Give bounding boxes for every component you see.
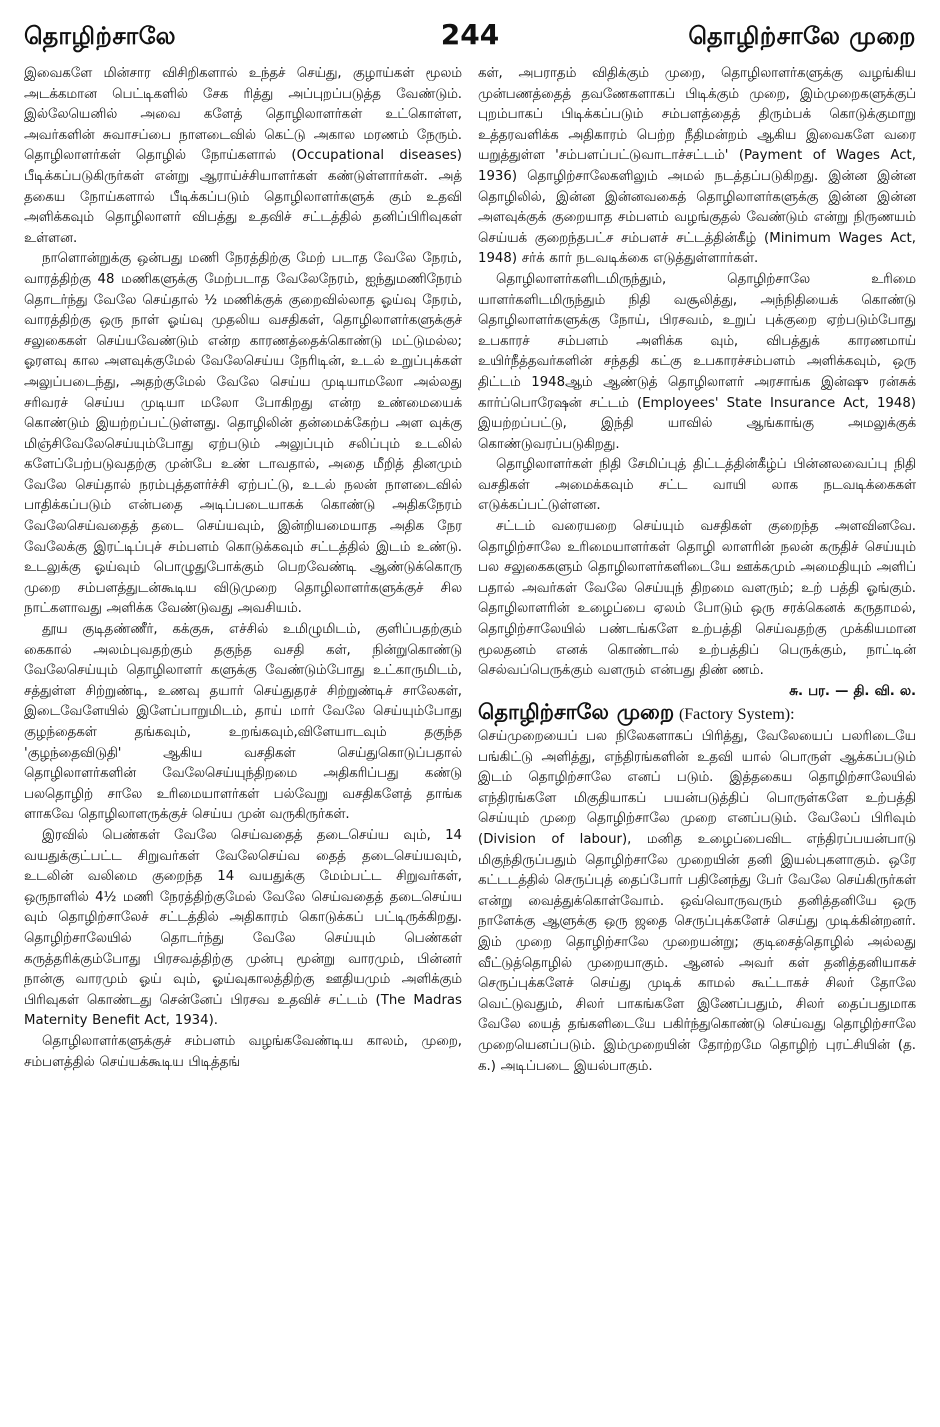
paragraph: கள், அபராதம் விதிக்கும் முறை, தொழிலாளர்களுக்கு வழங்கிய முன்பணத்தைத் தவணேகளாகப் பிடிக்கும் முறை, இம்முறைகளுக்குப் புறம்பாகப் பிடிக்கப்படும் சம்பளத்தைத் திரும்பக் கொடுக்குமாறு உத்தரவளிக்க அதிகாரம் பெற்ற நீதிமன்றம் ஆகிய இவைகளே வரை யறுத்துள்ள 'சம்பளப்பட்டுவாடாச்சட்டம்' (Payment of Wages Act, 1936) தொழிற்சாலேகளிலும் அமல் நடத்தப்படுகிறது. இன்ன இன்ன தொழிலில், இன்ன இன்னவகைத் தொழிலாளர்களுக்கு இன்ன இன்ன அளவுக்குக் குறையாத சம்பளம் வழங்குதல் வேண்டும் என்று நிருணயம் செய்யக் குறைந்தபட்ச சம்பளச் சட்டத்தின்கீழ் (Minimum Wages Act, 1948) சர்க் கார் நடவடிக்கை எடுத்துள்ளார்கள். <box>478 66 916 267</box>
entry-title-english: (Factory System): <box>678 706 795 724</box>
paragraph: சட்டம் வரையறை செய்யும் வசதிகள் குறைந்த அளவினவே. தொழிற்சாலே உரிமையாளர்கள் தொழி லாளரின் நலன் கருதிச் செய்யும் பல சலுகைகளும் தொழிலாளர்களிடையே ஊக்கமும் அமைதியும் அளிப் பதால் அவர்கள் வேலே செய்யுந் திறமை வளரும்; உற் பத்தி ஓங்கும். தொழிலாளரின் உழைப்பை ஏலம் போடும் ஒரு சரக்கெனக் கருதாமல், தொழிற்சாலேயில் பண்டங்களே உற்பத்தி செய்வதற்கு முக்கியமான மூலதனம் எனக் கொண்டால் உற்பத்திப் பெருக்கும், நாட்டின் செல்வப்பெருக்கும் வளரும் என்பது திண் ணம். <box>478 519 916 679</box>
entry-title: தொழிற்சாலே முறை <box>478 700 675 725</box>
paragraph: தொழிலாளர்களுக்குச் சம்பளம் வழங்கவேண்டிய காலம், முறை, சம்பளத்தில் செய்யக்கூடிய பிடித்தங் <box>24 1033 462 1070</box>
paragraph: தூய குடிதண்ணீர், கக்குசு, எச்சில் உமிழுமிடம், குளிப்பதற்கும் கைகால் அலம்புவதற்கும் தகுந்த வசதி கள், நின்றுகொண்டு வேலேசெய்யும் தொழிலாளர் களுக்கு வேண்டும்போது உட்காருமிடம், சத்துள்ள சிற்றுண்டி, உணவு தயார் செய்துதரச் சிற்றுண்டிச் சாலேகள், இடைவேளேயில் இளேப்பாறுமிடம், தாய் மார் வேலே செய்யும்போது குழந்தைகள் தங்கவும், உறங்கவும்,விளேயாடவும் தகுந்த 'குழந்தைவிடுதி' ஆகிய வசதிகள் செய்துகொடுப்பதால் தொழிலாளர்களின் வேலேசெய்யுந்திறமை அதிகரிப்பது கண்டு பலதொழிற் சாலே உரிமையாளர்கள் பல்வேறு வசதிகளேத் தாங்க ளாகவே தொழிலாளருக்குச் செய்ய முன் வருகிருர்கள். <box>24 622 462 823</box>
page-header <box>0 14 940 60</box>
paragraph: இவைகளே மின்சார விசிறிகளால் உந்தச் செய்து, குழாய்கள் மூலம் அடக்கமான பெட்டிகளில் சேக ரித்து அப்புறப்படுத்த வேண்டும். இல்லேயெனில் அவை களேத் தொழிலாளர்கள் உட்கொள்ள, அவர்களின் சுவாசப்பை நாளடைவில் கெட்டு அகால மரணம் நேரும். தொழிலாளர்கள் தொழில் நோய்களால் (Occupational diseases) பீடிக்கப்படுகிருர்கள் என்று ஆராய்ச்சியாளர்கள் கண்டுள்ளார்கள். அத் தகைய நோய்களால் பீடிக்கப்படும் தொழிலாளர்களுக் கும் உதவி அளிக்கவும் தொழிலாளர் விபத்து உதவிச் சட்டத்தில் தனிப்பிரிவுகள் உள்ளன. <box>24 66 462 246</box>
paragraph: தொழிலாளர்களிடமிருந்தும், தொழிற்சாலே உரிமை யாளர்களிடமிருந்தும் நிதி வசூலித்து, அந்நிதியைக் கொண்டு தொழிலாளர்களுக்கு நோய், பிரசவம், உறுப் புக்குறை ஏற்படும்போது உபகாரச் சம்பளம் அளிக்க வும், விபத்துக் காரணமாய் உயிர்நீத்தவர்களின் சந்ததி கட்கு உபகாரச்சம்பளம் அளிக்கவும், ஒரு திட்டம் 1948ஆம் ஆண்டுத் தொழிலாளர் அரசாங்க இன்ஷு ரன்சுக் கார்ப்பொரேஷன் சட்டம் (Employees' State Insurance Act, 1948) இயற்றப்பட்டு, இந்தி யாவில் ஆங்காங்கு அமலுக்குக் கொண்டுவரப்படுகிறது. <box>478 271 916 452</box>
paragraph: இரவில் பெண்கள் வேலே செய்வதைத் தடைசெய்ய வும், 14 வயதுக்குட்பட்ட சிறுவர்கள் வேலேசெய்வ தைத் தடைசெய்யவும், உடலின் வலிமை குறைந்த 14 வயதுக்கு மேம்பட்ட சிறுவர்கள், ஒருநாளில் 4½ மணி நேரத்திற்குமேல் வேலே செய்வதைத் தடைசெய்ய வும் தொழிற்சாலேச் சட்டத்தில் அதிகாரம் கொடுக்கப் பட்டிருக்கிறது. தொழிற்சாலேயில் தொடர்ந்து வேலே செய்யும் பெண்கள் கருத்தரிக்கும்போது பிரசவத்திற்கு முன்பு மூன்று வாரமும், பின்னர் நான்கு வாரமும் ஓய் வும், ஓய்வுகாலத்திற்கு ஊதியமும் அளிக்கும் பிரிவுகள் கொண்டது சென்னேப் பிரசவ உதவிச் சட்டம் (The Madras Maternity Benefit Act, 1934). <box>24 827 462 1029</box>
entry-heading <box>478 702 916 727</box>
author-signature: சு. பர. — தி. வி. ல. <box>789 683 916 699</box>
running-head-left: தொழிற்சாலே <box>24 22 177 50</box>
right-column <box>478 64 916 1419</box>
left-column <box>24 64 462 1419</box>
paragraph: தொழிலாளர்கள் நிதி சேமிப்புத் திட்டத்தின்கீழ்ப் பின்னலவைப்பு நிதி வசதிகள் அமைக்கவும் சட்ட வாயி லாக நடவடிக்கைகள் எடுக்கப்பட்டுள்ளன. <box>478 457 916 514</box>
running-head-right: தொழிற்சாலே முறை <box>688 22 916 50</box>
paragraph: செய்முறையைப் பல நிலேகளாகப் பிரித்து, வேலேயைப் பலரிடையே பங்கிட்டு அளித்து, எந்திரங்களின் உதவி யால் பொருள் ஆக்கப்படும் இடம் தொழிற்சாலே எனப் படும். இத்தகைய தொழிற்சாலேயில் எந்திரங்களே மிகுதியாகப் பயன்படுத்திப் பொருள்களே உற்பத்தி செய்யும் முறை தொழிற்சாலே முறை எனப்படும். வேலேப் பிரிவும் (Division of labour), மனித உழைப்பைவிட எந்திரப்பயன்பாடு மிகுந்திருப்பதும் தொழிற்சாலே முறையின் தனி இயல்புகளாகும். ஒரே கட்டடத்தில் செருப்புத் தைப்போர் பதினேந்து பேர் வேலே செய்கிருர்கள் என்று வைத்துக்கொள்வோம். ஒவ்வொருவரும் தனித்தனியே ஒரு நாளேக்கு ஆளுக்கு ஒரு ஜதை செருப்புக்களேச் செய்து முடிக்கின்றனர். இம் முறை தொழிற்சாலே முறையன்று; குடிசைத்தொழில் அல்லது வீட்டுத்தொழில் முறையாகும். ஆனல் அவர் கள் தனித்தனியாகச் செருப்புக்களேச் செய்து முடிக் காமல் கூட்டாகச் சிலர் தோலே வெட்டுவதும், சிலர் பாகங்களே இணேப்பதும், சிலர் தைப்பதுமாக வேலே யைத் தங்களிடையே பகிர்ந்துகொண்டு செய்வது தொழிற்சாலே முறையெனப்படும். இம்முறையின் தோற்றமே தொழிற் புரட்சியின் (த. க.) அடிப்படை இயல்பாகும். <box>478 729 916 1074</box>
page-number: 244 <box>440 18 500 51</box>
paragraph: நாளொன்றுக்கு ஒன்பது மணி நேரத்திற்கு மேற் படாத வேலே நேரம், வாரத்திற்கு 48 மணிகளுக்கு மேற்படாத வேலேநேரம், ஐந்துமணிநேரம் தொடர்ந்து வேலே செய்தால் ½ மணிக்குக் குறைவில்லாத ஓய்வு நேரம், வாரத்திற்கு ஒரு நாள் ஓய்வு முதலிய வசதிகள், தொழிலாளர்களுக்குச் சலுகைகள் செய்யவேண்டும் என்ற காரணத்தைக்கொண்டு மட்டுமல்ல; ஓரளவு கால அளவுக்குமேல் வேலேசெய்ய நேரிடின், உடல் உறுப்புக்கள் அலுப்படைந்து, அதற்குமேல் வேலே செய்ய முடியாமலோ அல்லது சரிவரச் செய்ய முடியா மலோ போகிறது என்ற உண்மையைக் கொண்டும் இயற்றப்பட்டுள்ளது. தொழிலின் தன்மைக்கேற்ப அள வுக்கு மிஞ்சிவேலேசெய்யும்போது ஏற்படும் அலுப்பும் சலிப்பும் உடலில் களேப்பேற்படுவதற்கு முன்பே உண் டாவதால், அதை மீறித் தினமும் வேலே செய்தால் நரம்புத்தளர்ச்சி ஏற்பட்டு, உடல் நலன் நாளடைவில் பாதிக்கப்படும் என்பதை அடிப்படையாகக் கொண்டு அதிகநேரம் வேலேசெய்வதைத் தடை செய்யவும், இன்றியமையாத அதிக நேர வேலேக்கு இரட்டிப்புச் சம்பளம் கொடுக்கவும் சட்டத்தில் இடம் உண்டு. உடலுக்கு ஓய்வும் பொழுதுபோக்கும் பெறவேண்டி ஆண்டுக்கொரு முறை சம்பளத்துடன்கூடிய விடுமுறை தொழிலாளர்களுக்குச் சில நாட்களாவது அளிக்க வேண்டுவது அவசியம். <box>24 251 462 617</box>
